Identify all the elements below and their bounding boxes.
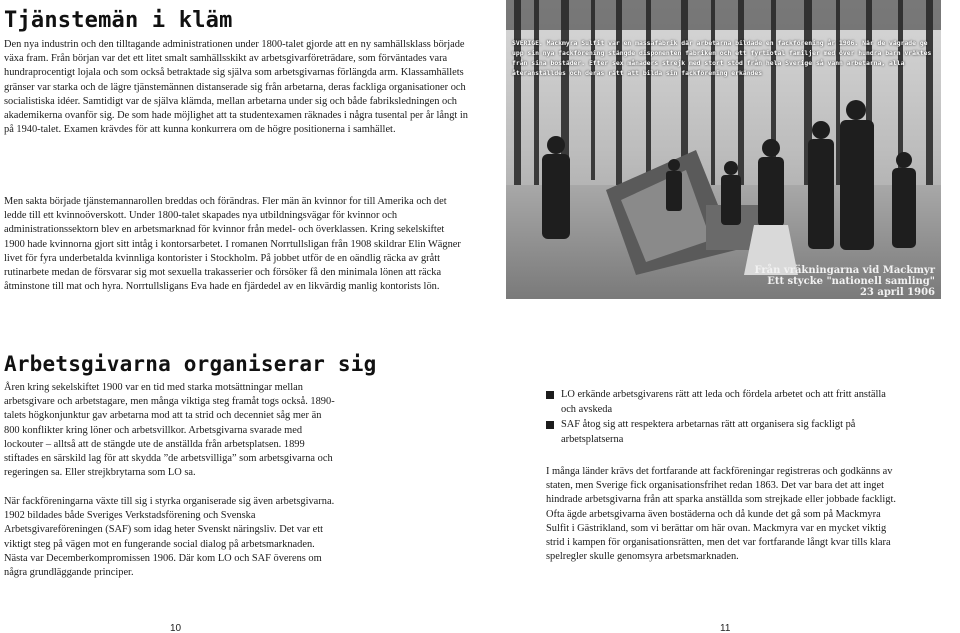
principles-list: [546, 388, 896, 448]
square-bullet-icon: [546, 421, 554, 429]
list-item-text: LO erkände arbetsgivarens rätt att leda och fördela arbetet och att fritt anställa och avskeda: [561, 389, 886, 415]
organisation-freedom-paragraph: [546, 465, 898, 564]
employers-paragraph: [4, 381, 338, 480]
paragraph: Den nya industrin och den tilltagande administrationen under 1800-talet gjorde att en ny samhällsklass började växa fram. Från början var det ett litet smalt samhällsskikt av arbetsgivarföreträdare, som förväntades vara hundraprocentigt lojala och som också betraktade sig själva som arbetsgivarnas förlängda arm. Klassamhällets gränser var starka och de lägre tjänstemännen distanserade sig från arbetarna, deras fackliga organisationer och socialistiska idéer. Samtidigt var de själva klämda, mellan arbetarna under sig och både fabriksledningen och akademikerna ovanför sig. De som hade möjlighet att ta studentexamen räknades i några tusental per år långt in på 1940-talet. Examen krävdes för att kunna konkurrera om de högre positionerna i samhället.: [4, 39, 468, 136]
paragraph: Åren kring sekelskiftet 1900 var en tid med starka motsättningar mellan arbetsgivare och arbetstagare, men många viktiga steg framåt togs också. 1890-talets högkonjunktur gav arbetarna mod att ta strid och decenniet såg mer än 800 konflikter kring löner och arbetsvillkor. Arbetsgivarna svarade med lockouter – alltså att de stängde ute de anställda från arbetsplatsen. 1899 stiftades en särskild lag för att skydda ”de arbetsvilliga” som arbetsgivarna och regeringen sa. Eller strejkbrytarna som LO sa.: [4, 382, 335, 479]
inscription-line: 23 april 1906: [859, 287, 935, 298]
inscription-line: Från vräkningarna vid Mackmyr: [754, 265, 935, 276]
page-number-right: 11: [720, 623, 731, 633]
page-number-left: 10: [170, 623, 182, 633]
photo-caption: SVERIGE. Mackmyra Sulfit var en massafabrik där arbetarna bildade en fackförening år 1906. När de vägrade ge upp sin nya fackförening stängde disponenten fabriken och ett fyrtiotal familjer med över hundra barn vräktes från sina bostäder. Efter sex månaders strejk med stort stöd från hela Sverige så vann arbetarna, alla återanställdes och deras rätt att bilda sin fackförening erkändes: [512, 39, 932, 77]
historical-photo: [506, 0, 941, 299]
photo-inscription: [754, 265, 935, 298]
organisation-paragraph: [4, 495, 338, 580]
paragraph: I många länder krävs det fortfarande att fackföreningar registreras och godkänns av staten, men Sverige fick organisationsfrihet redan 1863. Det var bara det att inget hindrade arbetsgivarna från att sparka anställda som strejkade eller jobbade fackligt. Ofta ägde arbetsgivarna även bostäderna och då kunde det gå som på Mackmyra Sulfit i Gästrikland, som vi berättar om här ovan. Mackmyra var en mycket viktig strid i kampen för organisationsrätten, men det var fortfarande långt kvar tills klara spelregler skulle genomsyra arbetsmarknaden.: [546, 466, 896, 563]
list-item: [546, 388, 896, 417]
list-item: [546, 418, 896, 447]
inscription-line: Ett stycke "nationell samling": [767, 276, 935, 287]
intro-paragraph: [4, 38, 468, 137]
paragraph: Men sakta började tjänstemannarollen breddas och förändras. Fler män än kvinnor for till Amerika och det ledde till ett kvinnoöverskott. Under 1800-talet skapades nya utbildningsvägar för kvinnor och administrationssektorn blev en arbetsmarknad för kvinnor från medel- och överklassen. Kring sekelskiftet 1900 hade kvinnorna gjort sitt intåg i kontorsarbetet. I romanen Norrtullsligan från 1908 skildrar Elin Wägner livet för fyra underbetalda kvinnliga kontorister i Stockholm. På jobbet utför de en oändlig räcka av grått rutinarbete medan de försvarar sig mot sexuella trakasserier och försöker få den minimala lönen att räcka åtminstone till mat och hyra. Norrtullsligans Eva hade en fjärdedel av en likvärdig manlig kontorists lön.: [4, 196, 461, 293]
square-bullet-icon: [546, 391, 554, 399]
women-paragraph: [4, 195, 462, 294]
paragraph: När fackföreningarna växte till sig i styrka organiserade sig även arbetsgivarna. 1902 bildades både Sveriges Verkstadsförening och Svenska Arbetsgivareföreningen (SAF) som idag heter Svenskt näringsliv. Det var ett viktigt steg på vägen mot en fungerande social dialog på arbetsmarknaden. Nästa var Decemberkompromissen 1906. Där kom LO och SAF överens om några grundläggande principer.: [4, 496, 335, 579]
list-item-text: SAF åtog sig att respektera arbetarnas rätt att organisera sig fackligt på arbetsplatserna: [561, 419, 856, 445]
section-title-arbetsgivarna: Arbetsgivarna organiserar sig: [4, 352, 377, 376]
right-page: [480, 0, 960, 633]
section-title-tjanstemen: Tjänstemän i kläm: [4, 8, 233, 33]
